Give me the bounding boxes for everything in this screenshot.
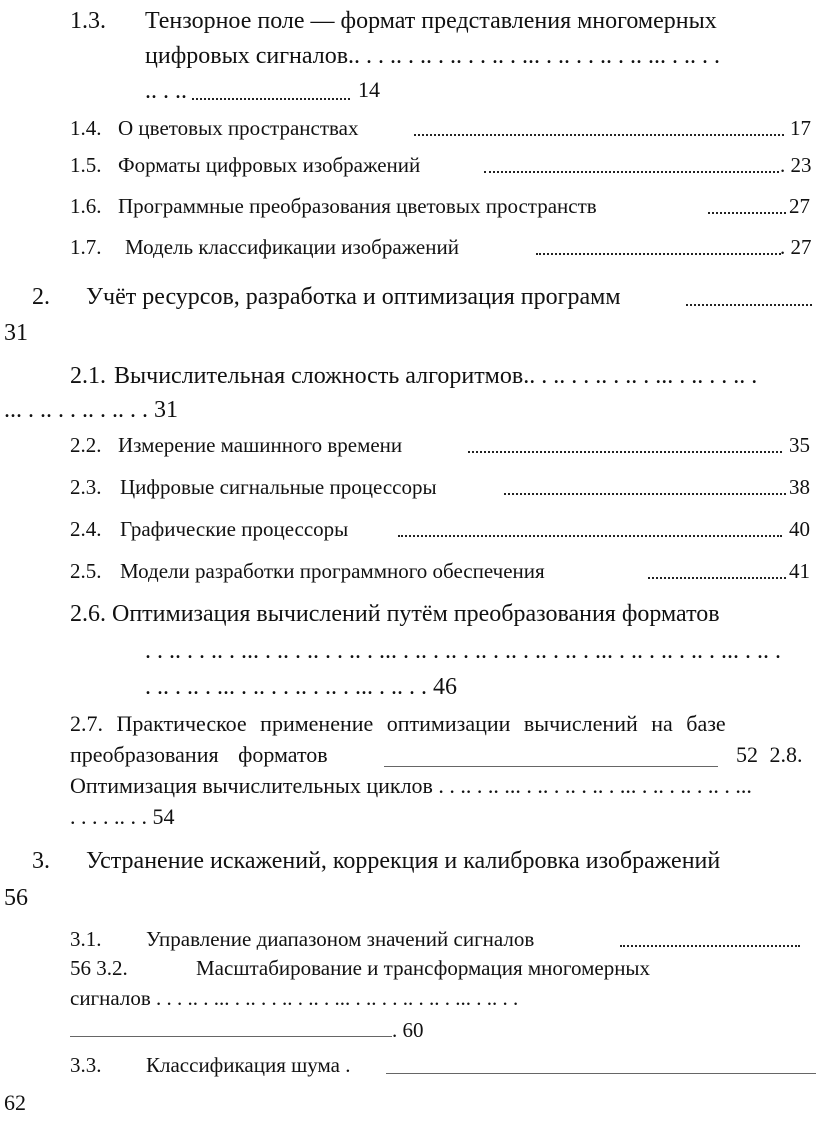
- toc-entry-3-title: Устранение искажений, коррекция и калибровка изображений: [86, 848, 721, 874]
- toc-entry-1-3-number: 1.3.: [70, 8, 106, 34]
- toc-entry-2-5-title: Модели разработки программного обеспечения: [120, 559, 545, 583]
- toc-entry-2-number: 2.: [32, 284, 50, 310]
- toc-entry-1-4-title: О цветовых пространствах: [118, 116, 359, 140]
- toc-entry-2-page: 31: [4, 320, 28, 346]
- toc-entry-2-8-title: Оптимизация вычислительных циклов . . .. . .. ... . .. . .. . .. . ... . .. . .. . .. . ...: [70, 773, 752, 798]
- toc-leader-rule: [384, 766, 718, 767]
- toc-entry-2-4-number: 2.4.: [70, 517, 102, 541]
- toc-entry-2-2-title: Измерение машинного времени: [118, 433, 403, 457]
- toc-entry-3-1-number: 3.1.: [70, 927, 102, 951]
- toc-entry-2-title: Учёт ресурсов, разработка и оптимизация программ: [86, 284, 621, 310]
- toc-leader: [620, 945, 800, 947]
- toc-entry-1-7-title: Модель классификации изображений: [125, 235, 459, 259]
- toc-leader: [468, 451, 782, 453]
- toc-entry-1-5-page: . 23: [780, 153, 812, 177]
- toc-entry-2-5-number: 2.5.: [70, 559, 102, 583]
- toc-entry-3-1-page-and-3-2-number: 56 3.2.: [70, 956, 128, 980]
- toc-entry-1-5-number: 1.5.: [70, 153, 102, 177]
- toc-entry-1-6-number: 1.6.: [70, 194, 102, 218]
- toc-entry-2-6-line3: . .. . .. . ... . .. . . .. . .. . ... . .. . . 46: [145, 674, 457, 700]
- toc-entry-1-6-title: Программные преобразования цветовых пространств: [118, 194, 597, 218]
- toc-entry-1-3-page: 14: [358, 77, 380, 102]
- toc-entry-1-7-number: 1.7.: [70, 235, 102, 259]
- toc-entry-3-3-page: 62: [4, 1090, 26, 1115]
- toc-entry-3-page: 56: [4, 885, 28, 911]
- toc-entry-3-number: 3.: [32, 848, 50, 874]
- toc-entry-2-4-page: 40: [789, 517, 810, 541]
- toc-entry-3-2-title: Масштабирование и трансформация многомерных: [196, 956, 651, 980]
- toc-entry-2-6-line2: . . .. . . .. . ... . .. . .. . . .. . ... . .. . .. . .. . .. . .. . .. . ... . .. . .. . .. . ... . .. .: [145, 638, 781, 664]
- toc-entry-1-4-page: 17: [790, 116, 811, 140]
- toc-entry-2-7-line2-page: 52 2.8.: [736, 742, 803, 767]
- toc-entry-1-6-page: 27: [789, 194, 810, 218]
- toc-entry-2-3-page: 38: [789, 475, 810, 499]
- toc-leader: [686, 304, 812, 306]
- toc-entry-3-3-title: Классификация шума .: [146, 1053, 351, 1077]
- toc-leader: [504, 493, 786, 495]
- toc-entry-2-3-title: Цифровые сигнальные процессоры: [120, 475, 437, 499]
- toc-entry-3-3-number: 3.3.: [70, 1053, 102, 1077]
- toc-entry-2-2-page: 35: [789, 433, 810, 457]
- toc-entry-3-2-title-line2: сигналов . . . .. . ... . .. . . .. . .. . ... . .. . . .. . .. . ... . .. . .: [70, 986, 519, 1010]
- toc-leader: [484, 171, 779, 173]
- toc-entry-1-3-title-line1: Тензорное поле — формат представления многомерных: [145, 8, 717, 34]
- toc-entry-1-3-title-line3: .. . ..: [145, 78, 187, 104]
- toc-entry-2-7-line2-title: преобразования форматов: [70, 742, 328, 767]
- toc-entry-2-3-number: 2.3.: [70, 475, 102, 499]
- toc-entry-2-8-page: . . . . .. . . 54: [70, 804, 175, 829]
- toc-entry-2-5-page: 41: [789, 559, 810, 583]
- toc-leader-rule: [70, 1036, 392, 1037]
- toc-leader: [192, 98, 350, 100]
- toc-entry-3-2-page: . 60: [392, 1018, 424, 1042]
- toc-entry-2-4-title: Графические процессоры: [120, 517, 349, 541]
- toc-leader: [648, 577, 786, 579]
- toc-entry-2-1-title-line1: Вычислительная сложность алгоритмов.. . .. . . .. . .. . ... . .. . . .. .: [114, 363, 758, 389]
- toc-entry-1-4-number: 1.4.: [70, 116, 102, 140]
- toc-entry-2-2-number: 2.2.: [70, 433, 102, 457]
- toc-entry-2-7-line1: 2.7. Практическое применение оптимизации вычислений на базе: [70, 711, 726, 736]
- toc-entry-3-1-title: Управление диапазоном значений сигналов: [146, 927, 535, 951]
- toc-entry-1-3-title-line2: цифровых сигналов.. . . .. . .. . .. . . .. . ... . .. . . .. . .. ... . .. . .: [145, 43, 721, 69]
- toc-leader: [536, 253, 781, 255]
- toc-entry-1-5-title: Форматы цифровых изображений: [118, 153, 421, 177]
- toc-leader: [708, 212, 786, 214]
- toc-entry-2-1-number: 2.1.: [70, 363, 106, 389]
- toc-leader: [414, 134, 784, 136]
- toc-entry-2-6-title: 2.6. Оптимизация вычислений путём преобразования форматов: [70, 601, 720, 627]
- toc-entry-2-1-title-line2: ... . .. . . .. . .. . . 31: [4, 397, 178, 423]
- toc-entry-1-7-page: . 27: [780, 235, 812, 259]
- toc-leader-rule: [386, 1073, 816, 1074]
- toc-leader: [398, 535, 782, 537]
